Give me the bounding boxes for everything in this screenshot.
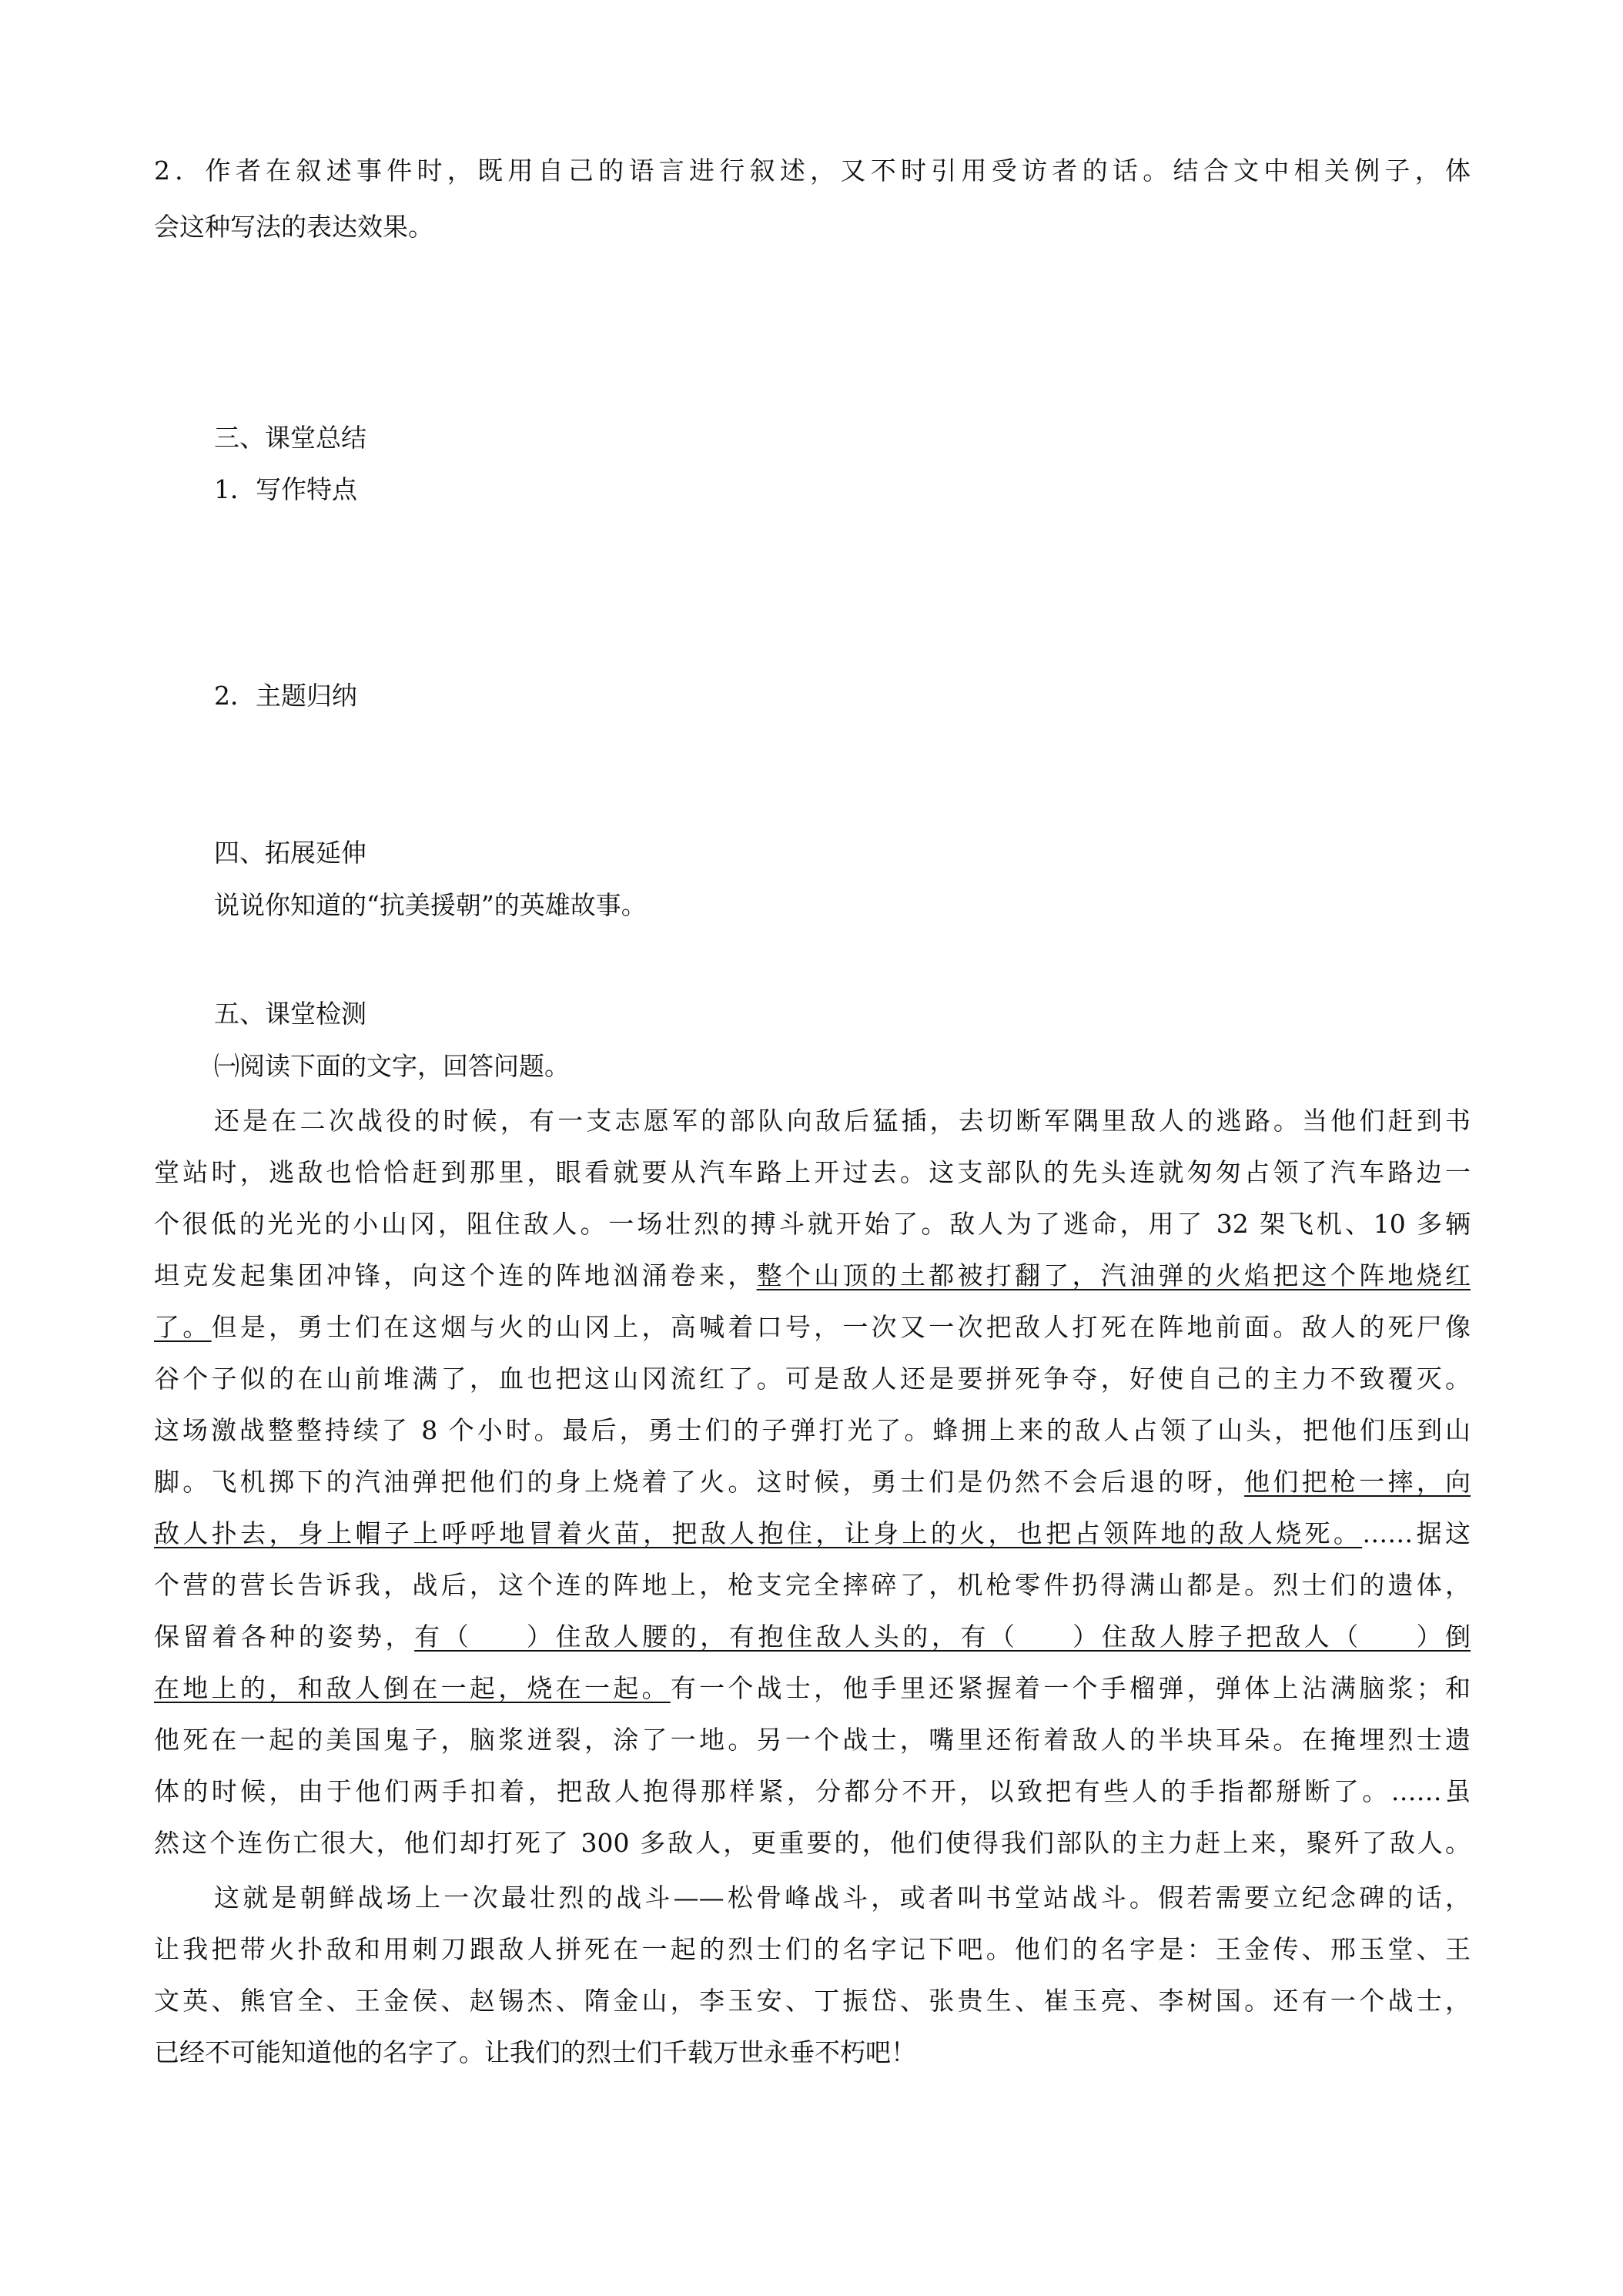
passage-line: 然这个连伤亡很大，他们却打死了 300 多敌人，更重要的，他们使得我们部队的主力赶上来，聚歼了敌人。	[154, 1828, 1471, 1858]
passage-text: 但是，勇士们在这烟与火的山冈上，高喊着口号，一次又一次把敌人打死在阵地前面。敌人的死尸像	[211, 1312, 1471, 1342]
section-3-item-2: 2．主题归纳	[214, 681, 357, 711]
passage-line: 这场激战整整持续了 8 个小时。最后，勇士们的子弹打光了。蜂拥上来的敌人占领了山头，把他们压到山	[154, 1415, 1471, 1445]
section-4-title: 四、拓展延伸	[214, 838, 366, 868]
passage-line	[154, 1303, 1471, 1352]
passage-line: 让我把带火扑敌和用刺刀跟敌人拼死在一起的烈士们的名字记下吧。他们的名字是：王金传、邢玉堂、王	[154, 1934, 1471, 1964]
passage-text: ……据这	[1362, 1518, 1471, 1548]
section-5-title: 五、课堂检测	[214, 999, 366, 1029]
passage-line: 还是在二次战役的时候，有一支志愿军的部队向敌后猛插，去切断军隅里敌人的逃路。当他们赶到书	[214, 1106, 1471, 1136]
passage-line: 体的时候，由于他们两手扣着，把敌人抱得那样紧，分都分不开，以致把有些人的手指都掰断了。……虽	[154, 1776, 1471, 1806]
passage-text: 脚。飞机掷下的汽油弹把他们的身上烧着了火。这时候，勇士们是仍然不会后退的呀，	[154, 1467, 1245, 1497]
passage-text: 保留着各种的姿势，	[154, 1622, 415, 1652]
underlined-sentence: 他们把枪一摔，向	[1244, 1467, 1471, 1497]
question-2-line-2: 会这种写法的表达效果。	[154, 212, 433, 242]
passage-text: 有一个战士，他手里还紧握着一个手榴弹，弹体上沾满脑浆；和	[670, 1673, 1471, 1703]
passage-line: 已经不可能知道他的名字了。让我们的烈士们千载万世永垂不朽吧！	[154, 2037, 916, 2067]
passage-line	[154, 1612, 1471, 1662]
question-2-line-1: 2．作者在叙述事件时，既用自己的语言进行叙述，又不时引用受访者的话。结合文中相关例子，体	[154, 156, 1471, 186]
passage-line: 这就是朝鲜战场上一次最壮烈的战斗——松骨峰战斗，或者叫书堂站战斗。假若需要立纪念碑的话，	[214, 1883, 1471, 1913]
fill-blank-sentence: 在地上的，和敌人倒在一起，烧在一起。	[154, 1673, 671, 1703]
section-3-item-1: 1．写作特点	[214, 474, 357, 504]
passage-line: 个营的营长告诉我，战后，这个连的阵地上，枪支完全摔碎了，机枪零件扔得满山都是。烈士们的遗体，	[154, 1570, 1471, 1600]
section-3-title: 三、课堂总结	[214, 423, 366, 453]
section-4-text: 说说你知道的“抗美援朝”的英雄故事。	[214, 890, 647, 920]
underlined-sentence: 了。	[154, 1312, 212, 1342]
underlined-sentence: 整个山顶的土都被打翻了，汽油弹的火焰把这个阵地烧红	[756, 1260, 1471, 1290]
passage-line	[154, 1458, 1471, 1507]
underlined-sentence: 敌人扑去，身上帽子上呼呼地冒着火苗，把敌人抱住，让身上的火，也把占领阵地的敌人烧死。	[154, 1518, 1363, 1548]
passage-line	[154, 1509, 1471, 1558]
section-5-subtitle: ㈠阅读下面的文字，回答问题。	[214, 1051, 570, 1081]
passage-text: 坦克发起集团冲锋，向这个连的阵地汹涌卷来，	[154, 1260, 757, 1290]
passage-line: 个很低的光光的小山冈，阻住敌人。一场壮烈的搏斗就开始了。敌人为了逃命，用了 32 架飞机、10 多辆	[154, 1209, 1471, 1239]
fill-blank-sentence: 有（____）住敌人腰的，有抱住敌人头的，有（____）住敌人脖子把敌人（____）倒	[414, 1622, 1471, 1652]
passage-line: 谷个子似的在山前堆满了，血也把这山冈流红了。可是敌人还是要拼死争夺，好使自己的主力不致覆灭。	[154, 1364, 1471, 1394]
passage-line	[154, 1251, 1471, 1300]
passage-line: 他死在一起的美国鬼子，脑浆迸裂，涂了一地。另一个战士，嘴里还衔着敌人的半块耳朵。在掩埋烈士遗	[154, 1725, 1471, 1755]
passage-line	[154, 1664, 1471, 1713]
passage-line: 堂站时，逃敌也恰恰赶到那里，眼看就要从汽车路上开过去。这支部队的先头连就匆匆占领了汽车路边一	[154, 1157, 1471, 1187]
passage-line: 文英、熊官全、王金侯、赵锡杰、隋金山，李玉安、丁振岱、张贵生、崔玉亮、李树国。还有一个战士，	[154, 1986, 1471, 2016]
